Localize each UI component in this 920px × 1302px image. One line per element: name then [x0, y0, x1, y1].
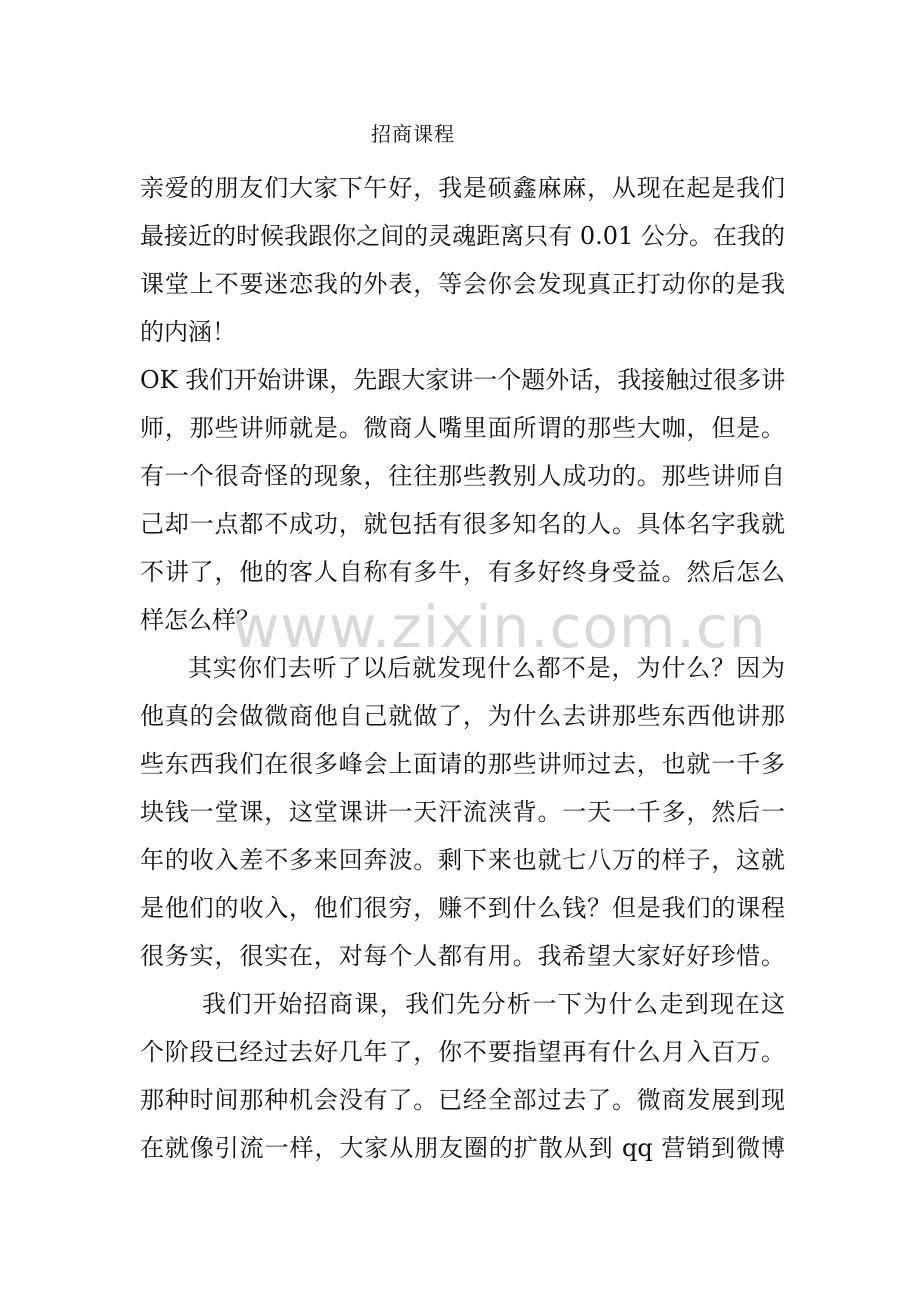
- text-line: 最接近的时候我跟你之间的灵魂距离只有 0.01 公分。在我的: [140, 222, 785, 250]
- text-line: 样怎么样？: [140, 606, 260, 634]
- text-line: 他真的会做微商他自己就做了，为什么去讲那些东西他讲那: [140, 702, 785, 730]
- text-line: 其实你们去听了以后就发现什么都不是，为什么？因为: [188, 654, 785, 682]
- document-title: 招商课程: [371, 122, 455, 146]
- text-line: 是他们的收入，他们很穷，赚不到什么钱？但是我们的课程: [140, 894, 785, 922]
- text-line: 有一个很奇怪的现象，往往那些教别人成功的。那些讲师自: [140, 462, 785, 490]
- document-body: [140, 164, 785, 1172]
- text-line: 亲爱的朋友们大家下午好，我是硕鑫麻麻，从现在起是我们: [140, 174, 785, 202]
- text-line: 那种时间那种机会没有了。已经全部过去了。微商发展到现: [140, 1086, 785, 1114]
- text-line: OK 我们开始讲课，先跟大家讲一个题外话，我接触过很多讲: [140, 366, 786, 394]
- text-line: 课堂上不要迷恋我的外表，等会你会发现真正打动你的是我: [140, 270, 785, 298]
- text-line: 个阶段已经过去好几年了，你不要指望再有什么月入百万。: [140, 1038, 785, 1066]
- text-line: 的内涵！: [140, 318, 236, 346]
- text-line: 师，那些讲师就是。微商人嘴里面所谓的那些大咖，但是。: [140, 414, 785, 442]
- text-line: 些东西我们在很多峰会上面请的那些讲师过去，也就一千多: [140, 750, 785, 778]
- text-line: 不讲了，他的客人自称有多牛，有多好终身受益。然后怎么: [140, 558, 785, 586]
- text-line: 块钱一堂课，这堂课讲一天汗流浃背。一天一千多，然后一: [140, 798, 785, 826]
- watermark-text: www.zixin.com.cn: [232, 593, 767, 661]
- text-line: 年的收入差不多来回奔波。剩下来也就七八万的样子，这就: [140, 846, 785, 874]
- text-line: 在就像引流一样，大家从朋友圈的扩散从到 qq 营销到微博: [140, 1134, 785, 1162]
- text-line: 己却一点都不成功，就包括有很多知名的人。具体名字我就: [140, 510, 785, 538]
- text-line: 我们开始招商课，我们先分析一下为什么走到现在这: [202, 990, 785, 1018]
- text-line: 很务实，很实在，对每个人都有用。我希望大家好好珍惜。: [140, 942, 785, 970]
